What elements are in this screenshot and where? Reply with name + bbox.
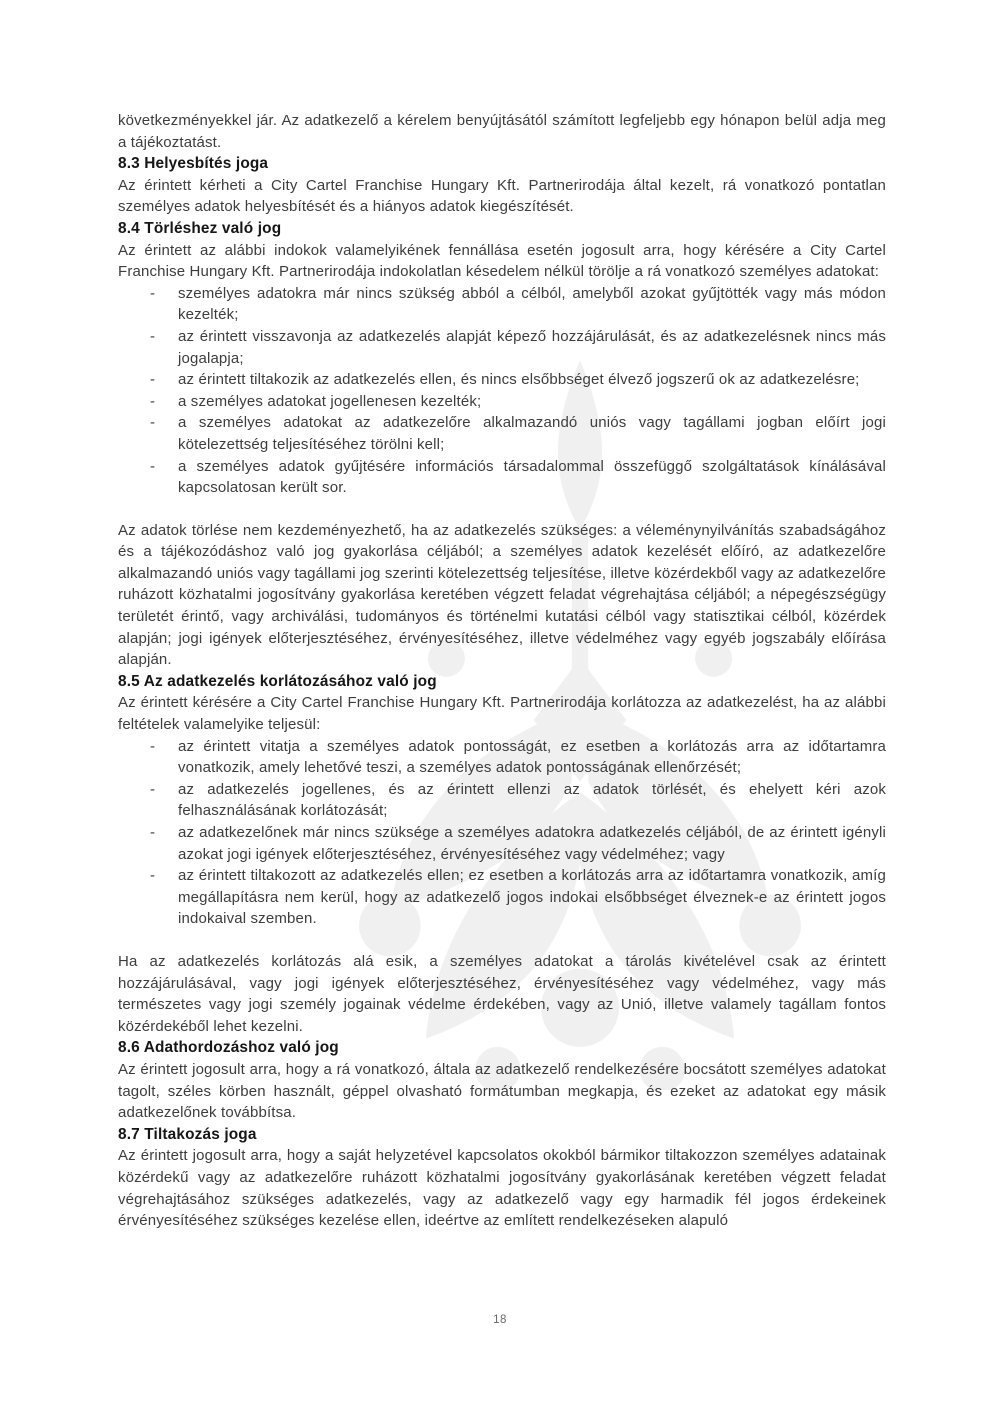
- bullet-item: - az adatkezelés jogellenes, és az érintett ellenzi az adatok törlését, és ehelyett kéri azok felhasználásának korlátozását;: [118, 779, 886, 822]
- paragraph-deletion-exceptions: Az adatok törlése nem kezdeményezhető, ha az adatkezelés szükséges: a véleménynyilvánítás szabadságához és a tájékozódáshoz való jog gyakorlása céljából; a személyes adatok kezelését előíró, az adatkezelőre alkalmazandó uniós vagy tagállami jog szerinti kötelezettség teljesítése, illetve közérdekből vagy az adatkezelőre ruházott közhatalmi jogosítvány gyakorlása keretében végzett feladat végrehajtása céljából; a népegészségügy területét érintő, vagy archiválási, tudományos és történelmi kutatási célból vagy statisztikai célból, közérdek alapján; jogi igények előterjesztéséhez, érvényesítéséhez, illetve védelméhez vagy egyéb jogszabály előírása alapján.: [118, 521, 886, 669]
- bullet-item: - az érintett vitatja a személyes adatok pontosságát, ez esetben a korlátozás arra az időtartamra vonatkozik, amely lehetővé teszi, a személyes adatok pontosságának ellenőrzését;: [118, 736, 886, 779]
- section-paragraph-8-7: Az érintett jogosult arra, hogy a saját helyzetével kapcsolatos okokból bármikor tiltakozzon személyes adatainak közérdekű vagy az adatkezelőre ruházott közhatalmi jogosítvány gyakorlásának keretében végzett feladat végrehajtásához szükséges adatkezelés, vagy az adatkezelő vagy egy harmadik fél jogos érdekeinek érvényesítéséhez szükséges kezelése ellen, ideértve az említett rendelkezéseken alapuló: [118, 1147, 886, 1230]
- bullet-item: - a személyes adatokat jogellenesen kezelték;: [118, 391, 886, 413]
- bullet-item: - az érintett visszavonja az adatkezelés alapját képező hozzájárulását, és az adatkezelésnek nincs más jogalapja;: [118, 326, 886, 369]
- section-heading-8-6: 8.6 Adathordozáshoz való jog: [118, 1039, 339, 1057]
- document-content: [118, 110, 886, 1232]
- section-heading-8-5: 8.5 Az adatkezelés korlátozásához való jog: [118, 672, 437, 690]
- bullet-item: - az érintett tiltakozott az adatkezelés ellen; ez esetben a korlátozás arra az időtartamra vonatkozik, amíg megállapításra nem kerül, hogy az adatkezelő jogos indokai elsőbbséget élveznek-e az érintett jogos indokaival szemben.: [118, 865, 886, 930]
- paragraph-restriction-handling: Ha az adatkezelés korlátozás alá esik, a személyes adatokat a tárolás kivételével csak az érintett hozzájárulásával, vagy jogi igények előterjesztéséhez, érvényesítéséhez vagy védelméhez, vagy más természetes vagy jogi személy jogainak védelme érdekében, vagy az Unió, illetve valamely tagállam fontos közérdekéből lehet kezelni.: [118, 952, 886, 1035]
- bullet-item: - az érintett tiltakozik az adatkezelés ellen, és nincs elsőbbséget élvező jogszerű ok az adatkezelésre;: [118, 369, 886, 391]
- section-paragraph-8-5: Az érintett kérésére a City Cartel Franchise Hungary Kft. Partnerirodája korlátozza az adatkezelést, ha az alábbi feltételek valamelyike teljesül:: [118, 694, 886, 734]
- bullet-item: - a személyes adatokat az adatkezelőre alkalmazandó uniós vagy tagállami jogban előírt jogi kötelezettség teljesítéséhez törölni kell;: [118, 412, 886, 455]
- page-number: 18: [493, 1314, 507, 1326]
- section-heading-8-4: 8.4 Törléshez való jog: [118, 219, 282, 237]
- section-heading-8-7: 8.7 Tiltakozás joga: [118, 1125, 257, 1143]
- bullet-list-8-5: [118, 736, 886, 930]
- section-paragraph-8-6: Az érintett jogosult arra, hogy a rá vonatkozó, általa az adatkezelő rendelkezésére bocsátott személyes adatokat tagolt, széles körben használt, géppel olvasható formátumban megkapja, és ezeket az adatokat egy másik adatkezelőnek továbbítsa.: [118, 1060, 886, 1122]
- bullet-list-8-4: [118, 283, 886, 499]
- bullet-item: - személyes adatokra már nincs szükség abból a célból, amelyből azokat gyűjtötték vagy más módon kezelték;: [118, 283, 886, 326]
- bullet-item: - a személyes adatok gyűjtésére információs társadalommal összefüggő szolgáltatások kínálásával kapcsolatosan került sor.: [118, 456, 886, 499]
- bullet-item: - az adatkezelőnek már nincs szüksége a személyes adatokra adatkezelés céljából, de az érintett igényli azokat jogi igények előterjesztéséhez, érvényesítéséhez vagy védelméhez; vagy: [118, 822, 886, 865]
- section-paragraph-8-3: Az érintett kérheti a City Cartel Franchise Hungary Kft. Partnerirodája által kezelt, rá vonatkozó pontatlan személyes adatok helyesbítését és a hiányos adatok kiegészítését.: [118, 176, 886, 216]
- section-heading-8-3: 8.3 Helyesbítés joga: [118, 155, 269, 173]
- continuation-paragraph: következményekkel jár. Az adatkezelő a kérelem benyújtásától számított legfeljebb egy hónapon belül adja meg a tájékoztatást.: [118, 112, 886, 151]
- section-paragraph-8-4: Az érintett az alábbi indokok valamelyikének fennállása esetén jogosult arra, hogy kérésére a City Cartel Franchise Hungary Kft. Partnerirodája indokolatlan késedelem nélkül törölje a rá vonatkozó személyes adatokat:: [118, 241, 886, 281]
